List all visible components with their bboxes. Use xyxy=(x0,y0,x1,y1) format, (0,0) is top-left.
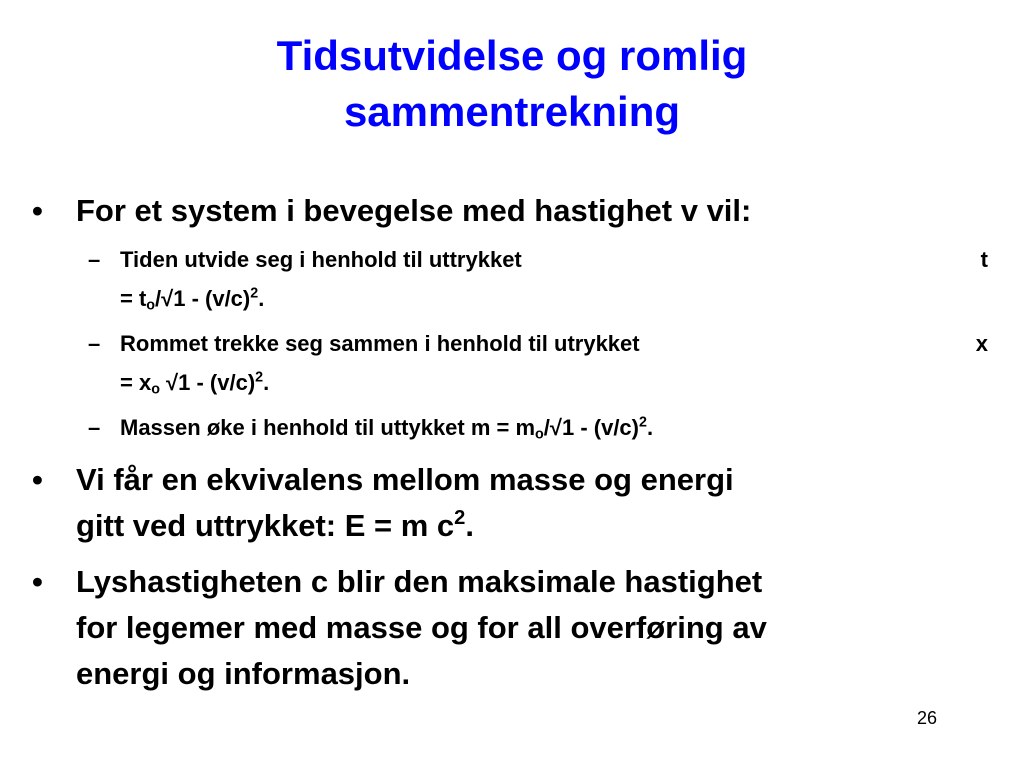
formula-variable: t xyxy=(980,247,988,272)
formula-variable: x xyxy=(975,331,988,356)
dash-marker: – xyxy=(88,247,101,272)
sub-bullet-length-contraction xyxy=(28,324,988,402)
formula-mass: Massen øke i henhold til uttykket $m = m_o/√1 - (v/c)^2$. xyxy=(120,414,654,443)
dash-marker: – xyxy=(88,415,101,440)
slide-title-line-2: sammentrekning xyxy=(343,88,681,135)
bullet-text: For et system i bevegelse med hastighet v vil: xyxy=(76,193,752,228)
bullet-speed-of-light: • Lyshastigheten c blir den maksimale hastighet for legemer med masse og for all overføring av energi og informasjon. xyxy=(28,559,988,697)
sub-bullet-text: Rommet trekke seg sammen i henhold til utrykket xyxy=(120,331,640,356)
bullet-marker: • xyxy=(32,462,43,497)
bullet-system-motion xyxy=(28,188,988,234)
dash-marker: – xyxy=(88,331,101,356)
slide-title xyxy=(112,28,912,140)
bullet-marker: • xyxy=(32,193,43,228)
sub-bullet-text: Tiden utvide seg i henhold til uttrykket xyxy=(120,247,522,272)
sub-bullet-mass-increase xyxy=(28,408,988,447)
formula-time: = $t_o/√1 - (v/c)^2$. xyxy=(120,285,265,314)
formula-length: = $x_o$ $√1 - (v/c)^2$. xyxy=(120,369,270,398)
slide-title-line-1: Tidsutvidelse og romlig xyxy=(276,32,748,79)
bullet-mass-energy: • Vi får en ekvivalens mellom masse og energi gitt ved uttrykket: E = m $c^2$. xyxy=(28,457,988,549)
slide-content xyxy=(28,188,988,697)
bullet-marker: • xyxy=(32,564,43,599)
formula-energy: gitt ved uttrykket: E = m $c^2$. xyxy=(76,506,474,543)
sub-bullet-time-dilation xyxy=(28,240,988,318)
page-number: 26 xyxy=(916,708,937,728)
